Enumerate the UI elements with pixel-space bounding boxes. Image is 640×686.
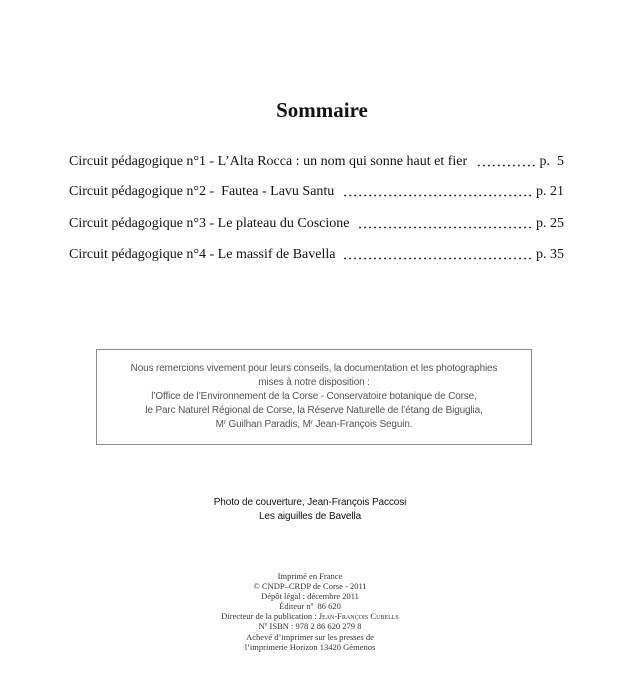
cover-photo-subject: Les aiguilles de Bavella: [258, 511, 362, 522]
toc-entry: [69, 183, 564, 201]
acknowledgements-line: Nous remercions vivement pour leurs conseils, la documentation et les photographies: [130, 363, 498, 374]
title-superscript: r: [310, 419, 313, 426]
toc-entry-page: p. 25: [536, 216, 564, 231]
cover-photo-caption: [160, 496, 460, 524]
acknowledgements-names-line: [97, 418, 531, 432]
toc-entry: [69, 153, 564, 171]
toc-entry-title: Circuit pédagogique n°2 - Fautea - Lavu Santu: [69, 184, 335, 199]
toc-entry-title: Circuit pédagogique n°3 - Le plateau du Coscione: [69, 216, 350, 231]
acknowledgements-line: mises à notre disposition :: [258, 377, 370, 388]
title-superscript: r: [223, 419, 226, 426]
toc-entry-title: Circuit pédagogique n°1 - L’Alta Rocca : un nom qui sonne haut et fier: [69, 154, 468, 169]
toc-dot-leader: [475, 153, 536, 171]
person-name: Jean-François Seguin.: [312, 419, 413, 430]
toc-entry-page: p. 35: [536, 247, 564, 262]
title-prefix: M: [215, 419, 224, 430]
colophon-director-label: Directeur de la publication :: [221, 611, 319, 622]
colophon-copyright: © CNDP–CRDP de Corse - 2011: [253, 581, 367, 592]
colophon-director-name: Jean-François Cubells: [318, 611, 399, 622]
toc-dot-leader: [357, 215, 533, 233]
toc-entry: [69, 215, 564, 233]
toc-entry-page: p. 5: [539, 154, 564, 169]
person-name: Guilhan Paradis,: [225, 419, 303, 430]
acknowledgements-line: l’Office de l’Environnement de la Corse - Conservatoire botanique de Corse,: [151, 391, 477, 402]
title-prefix: M: [302, 419, 311, 430]
toc-entry-title: Circuit pédagogique n°4 - Le massif de Bavella: [69, 247, 336, 262]
cover-photo-credit: Photo de couverture, Jean-François Paccosi: [213, 497, 407, 508]
colophon-isbn: Nº ISBN : 978 2 86 620 279 8: [258, 621, 362, 632]
acknowledgements-box: [96, 349, 532, 445]
colophon-printer-line: Achevé d’imprimer sur les presses de: [246, 631, 374, 642]
acknowledgements-line: le Parc Naturel Régional de Corse, la Réserve Naturelle de l’étang de Biguglia,: [145, 405, 483, 416]
toc-dot-leader: [343, 246, 533, 264]
colophon-legal-deposit: Dépôt légal : décembre 2011: [261, 591, 359, 602]
colophon: [160, 571, 460, 652]
page-title: Sommaire: [276, 98, 368, 122]
colophon-printed: Imprimé en France: [277, 571, 343, 581]
colophon-director: [160, 611, 460, 621]
colophon-publisher-number: Éditeur nº 86 620: [279, 601, 341, 612]
toc-entry: [69, 246, 564, 264]
toc-entry-page: p. 21: [536, 184, 564, 199]
colophon-printer-line: l’imprimerie Horizon 13420 Gémenos: [244, 641, 376, 652]
toc-dot-leader: [342, 183, 533, 201]
